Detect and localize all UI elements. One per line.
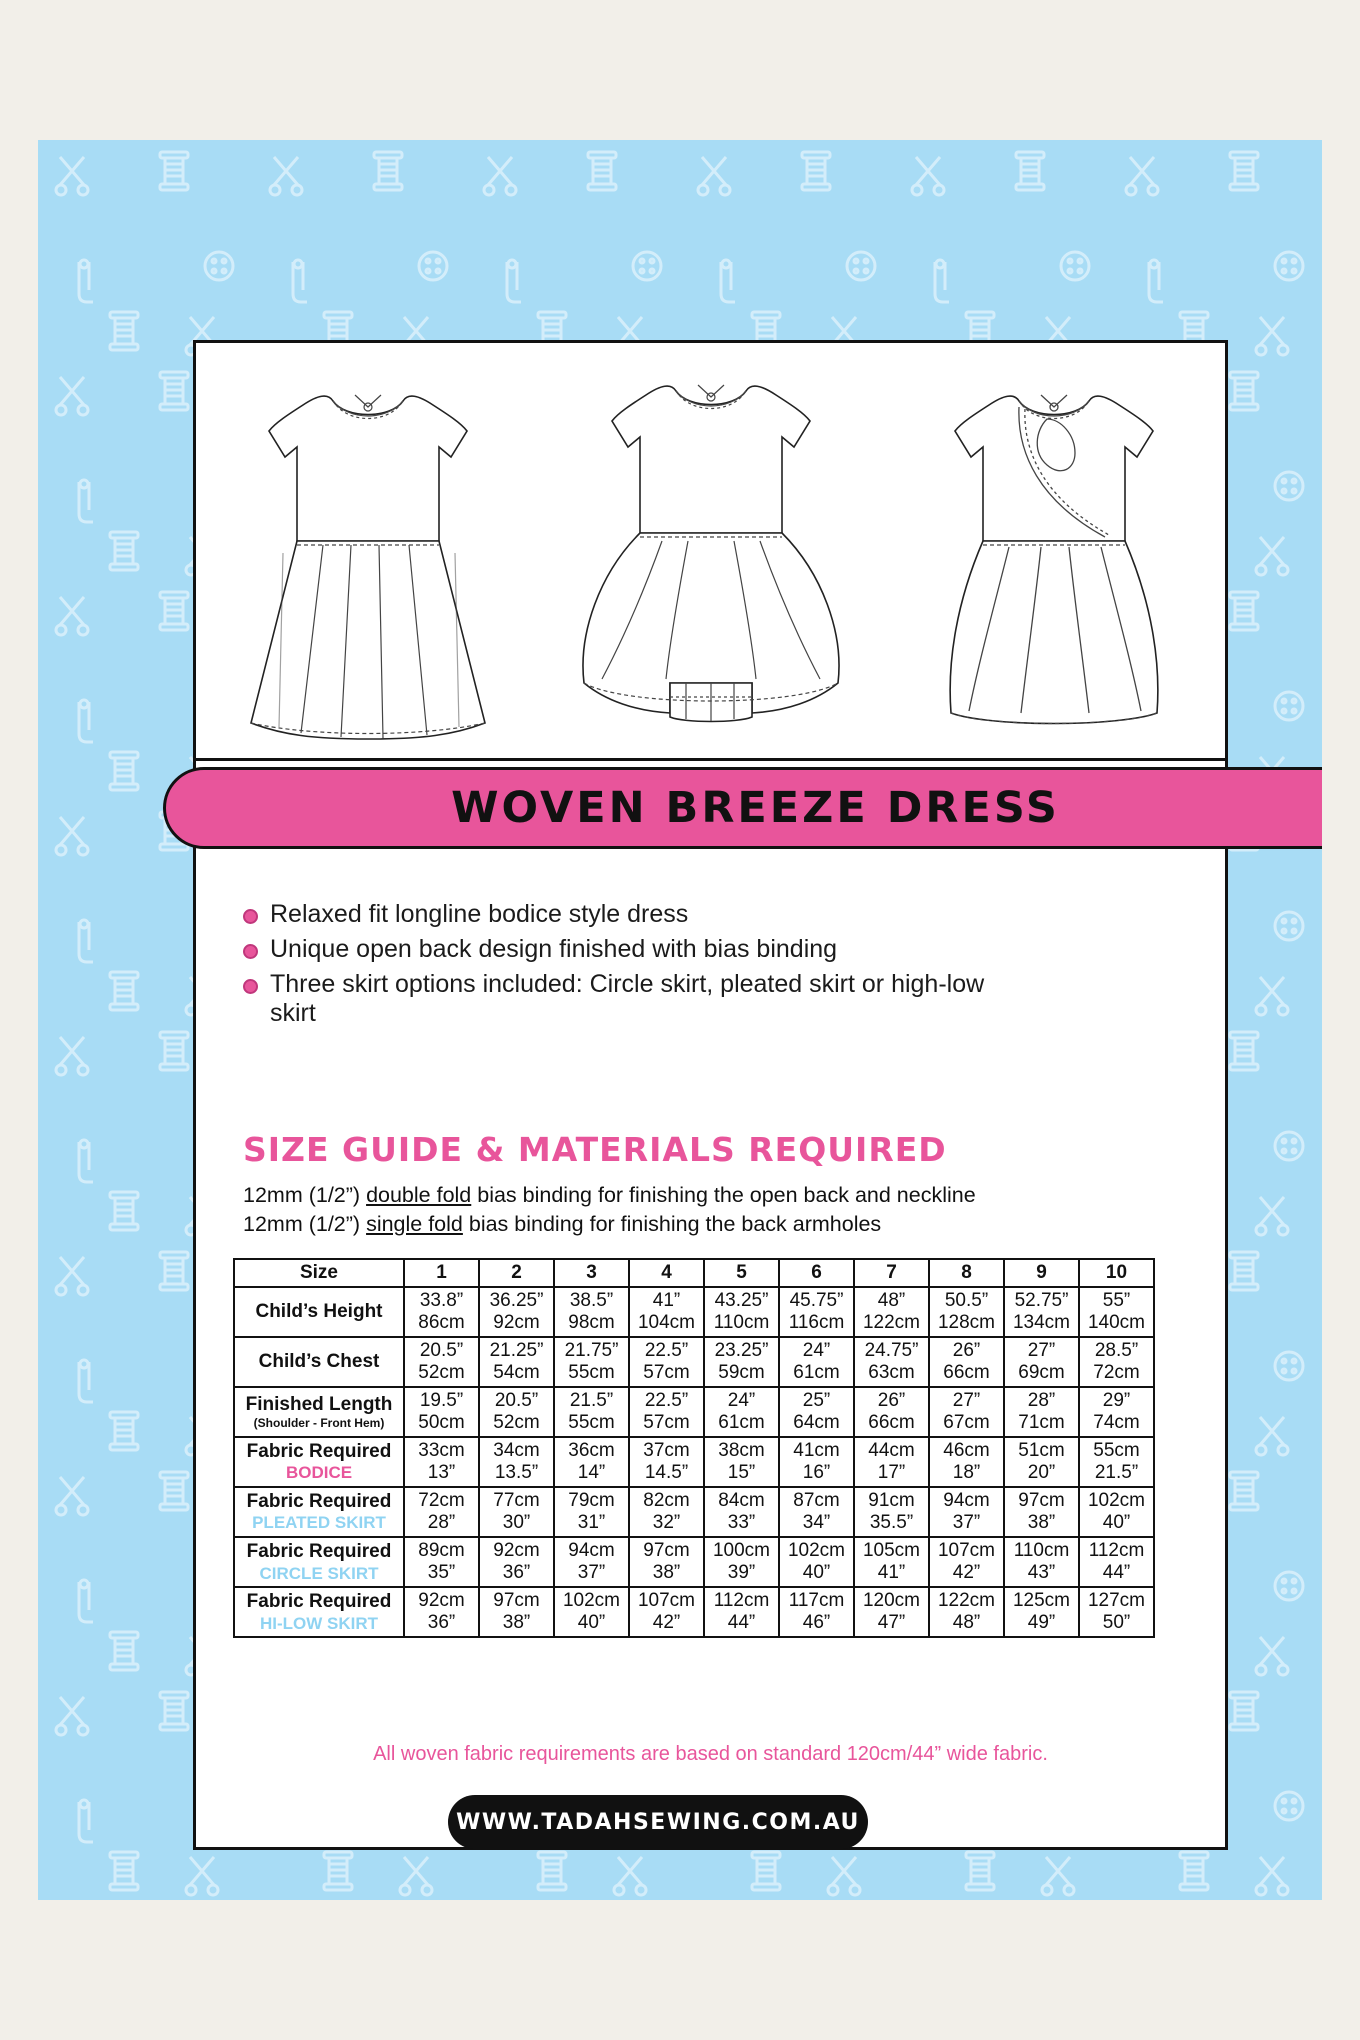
cell-value-primary: 87cm (793, 1490, 840, 1512)
table-cell (704, 1537, 779, 1587)
table-cell (779, 1537, 854, 1587)
cell-value-secondary: 49” (1027, 1612, 1056, 1634)
table-cell (854, 1337, 929, 1387)
row-label-tag: PLEATED SKIRT (252, 1513, 386, 1533)
table-cell (554, 1437, 629, 1487)
cell-value-primary: 97cm (643, 1540, 690, 1562)
cell-value-primary: 97cm (493, 1590, 540, 1612)
cell-value-secondary: 128cm (937, 1312, 996, 1334)
cell-value-primary: 25” (802, 1390, 831, 1412)
cell-value-secondary: 17” (877, 1462, 906, 1484)
bullet-dot-icon (243, 909, 258, 924)
cell-value-secondary: 92cm (493, 1312, 540, 1334)
cell-value-primary: 38.5” (569, 1290, 614, 1311)
table-cell (554, 1387, 629, 1437)
cell-value-secondary: 61cm (718, 1412, 765, 1434)
cell-value-primary: 26” (877, 1390, 906, 1412)
table-row (234, 1287, 1154, 1337)
table-cell (1004, 1537, 1079, 1587)
cell-value-primary: 27” (952, 1390, 981, 1412)
cell-value-secondary: 57cm (643, 1362, 690, 1384)
cell-value-secondary: 16” (802, 1462, 831, 1484)
table-row-label (234, 1287, 404, 1337)
cell-value-primary: 24” (727, 1390, 756, 1412)
table-cell (479, 1537, 554, 1587)
cell-value-primary: 41” (652, 1290, 681, 1311)
cell-value-primary: 21.25” (489, 1340, 544, 1362)
list-item (243, 900, 1023, 929)
cell-value-secondary: 63cm (868, 1362, 915, 1384)
cell-value-secondary: 20” (1027, 1462, 1056, 1484)
table-cell (404, 1387, 479, 1437)
binding-line-2-underline: single fold (366, 1211, 463, 1236)
cell-value-secondary: 35.5” (869, 1512, 914, 1534)
cell-value-primary: 44cm (868, 1440, 915, 1462)
cell-value-primary: 82cm (643, 1490, 690, 1512)
website-url: WWW.TADAHSEWING.COM.AU (456, 1809, 860, 1835)
table-cell (929, 1387, 1004, 1437)
row-label-tag: CIRCLE SKIRT (259, 1563, 379, 1583)
cell-value-secondary: 116cm (788, 1312, 845, 1334)
page-title: WOVEN BREEZE DRESS (451, 783, 1060, 833)
cell-value-primary: 107cm (937, 1540, 996, 1562)
table-cell (1079, 1437, 1154, 1487)
table-row-label (234, 1387, 404, 1437)
cell-value-primary: 50.5” (944, 1290, 989, 1311)
table-cell (779, 1587, 854, 1637)
row-label-sub: (Shoulder - Front Hem) (253, 1416, 385, 1431)
cell-value-secondary: 30” (502, 1512, 531, 1534)
table-cell (479, 1487, 554, 1537)
table-cell (629, 1587, 704, 1637)
cell-value-primary: 46cm (943, 1440, 990, 1462)
cell-value-primary: 26” (952, 1340, 981, 1362)
size-guide-table (233, 1258, 1155, 1638)
binding-line-2 (243, 1210, 976, 1239)
table-cell (704, 1387, 779, 1437)
table-cell (854, 1537, 929, 1587)
row-label-text: Child’s Height (255, 1300, 383, 1322)
feature-bullets (243, 900, 1023, 1034)
cell-value-primary: 107cm (637, 1590, 696, 1612)
cell-value-primary: 52.75” (1014, 1290, 1069, 1311)
table-header-size-3: 3 (554, 1259, 629, 1287)
table-cell (1079, 1287, 1154, 1337)
cell-value-secondary: 59cm (718, 1362, 765, 1384)
cell-value-secondary: 47” (877, 1612, 906, 1634)
cell-value-secondary: 52cm (418, 1362, 465, 1384)
binding-line-1-prefix: 12mm (1/2”) (243, 1183, 367, 1207)
cell-value-secondary: 37” (952, 1512, 981, 1534)
binding-line-1-underline: double fold (366, 1183, 472, 1207)
cell-value-secondary: 42” (952, 1562, 981, 1584)
table-cell (779, 1287, 854, 1337)
cell-value-primary: 29” (1102, 1390, 1131, 1412)
row-label-tag: BODICE (285, 1463, 353, 1483)
cell-value-primary: 55cm (1093, 1440, 1140, 1462)
table-row-label (234, 1337, 404, 1387)
table-cell (629, 1437, 704, 1487)
table-cell (404, 1337, 479, 1387)
cell-value-secondary: 43” (1027, 1562, 1056, 1584)
cell-value-primary: 38cm (718, 1440, 765, 1462)
table-cell (554, 1487, 629, 1537)
table-header-row (234, 1259, 1154, 1287)
table-row-label (234, 1437, 404, 1487)
table-cell (554, 1337, 629, 1387)
row-label-text: Fabric Required (246, 1440, 392, 1462)
binding-line-1-suffix: bias binding for finishing the open back and neckline (471, 1183, 976, 1207)
table-cell (479, 1337, 554, 1387)
cell-value-secondary: 44” (1102, 1562, 1131, 1584)
table-header-size-2: 2 (479, 1259, 554, 1287)
cell-value-primary: 122cm (937, 1590, 996, 1612)
dress-illustrations (196, 343, 1225, 761)
table-cell (479, 1287, 554, 1337)
cell-value-primary: 23.25” (714, 1340, 769, 1362)
table-cell (854, 1487, 929, 1537)
cell-value-secondary: 134cm (1012, 1312, 1071, 1334)
binding-instructions (243, 1181, 976, 1238)
cell-value-secondary: 44” (727, 1612, 756, 1634)
table-cell (929, 1337, 1004, 1387)
table-cell (929, 1487, 1004, 1537)
cell-value-primary: 51cm (1018, 1440, 1065, 1462)
cell-value-secondary: 50cm (418, 1412, 465, 1434)
table-cell (779, 1337, 854, 1387)
cell-value-secondary: 35” (427, 1562, 456, 1584)
table-cell (1079, 1337, 1154, 1387)
cell-value-primary: 19.5” (419, 1390, 464, 1412)
table-cell (704, 1287, 779, 1337)
cell-value-secondary: 86cm (418, 1312, 465, 1334)
cell-value-primary: 55” (1102, 1290, 1131, 1311)
cell-value-primary: 36.25” (489, 1290, 544, 1311)
table-cell (1004, 1387, 1079, 1437)
table-row-label (234, 1487, 404, 1537)
table-header-size-1: 1 (404, 1259, 479, 1287)
row-label-text: Fabric Required (246, 1541, 392, 1563)
cell-value-primary: 36cm (568, 1440, 615, 1462)
cell-value-secondary: 28” (427, 1512, 456, 1534)
table-cell (1079, 1487, 1154, 1537)
table-cell (854, 1287, 929, 1337)
cell-value-secondary: 38” (652, 1562, 681, 1584)
table-header-size: Size (234, 1259, 404, 1287)
cell-value-primary: 112cm (1088, 1540, 1145, 1562)
table-row (234, 1337, 1154, 1387)
cell-value-primary: 22.5” (644, 1390, 689, 1412)
cell-value-secondary: 13.5” (494, 1462, 539, 1484)
cell-value-secondary: 140cm (1087, 1312, 1146, 1334)
table-cell (629, 1337, 704, 1387)
cell-value-primary: 28.5” (1094, 1340, 1139, 1362)
table-cell (1004, 1287, 1079, 1337)
cell-value-secondary: 40” (577, 1612, 606, 1634)
cell-value-secondary: 36” (427, 1612, 456, 1634)
table-cell (404, 1537, 479, 1587)
table-cell (479, 1437, 554, 1487)
table-row-label (234, 1587, 404, 1637)
cell-value-primary: 100cm (712, 1540, 771, 1562)
cell-value-primary: 120cm (862, 1590, 921, 1612)
list-item (243, 970, 1023, 1028)
table-cell (854, 1387, 929, 1437)
table-cell (1079, 1387, 1154, 1437)
cell-value-primary: 22.5” (644, 1340, 689, 1362)
cell-value-secondary: 110cm (713, 1312, 770, 1334)
cell-value-secondary: 69cm (1018, 1362, 1065, 1384)
cell-value-primary: 24.75” (864, 1340, 919, 1362)
fabric-footnote: All woven fabric requirements are based on standard 120cm/44” wide fabric. (373, 1743, 1048, 1765)
table-cell (779, 1487, 854, 1537)
cell-value-secondary: 74cm (1093, 1412, 1140, 1434)
cell-value-primary: 37cm (643, 1440, 690, 1462)
cell-value-primary: 43.25” (714, 1290, 769, 1311)
table-cell (1004, 1337, 1079, 1387)
table-cell (929, 1287, 1004, 1337)
row-label-tag: HI-LOW SKIRT (259, 1613, 379, 1633)
bullet-dot-icon (243, 979, 258, 994)
cell-value-secondary: 15” (727, 1462, 756, 1484)
table-cell (779, 1387, 854, 1437)
table-cell (479, 1387, 554, 1437)
cell-value-secondary: 38” (502, 1612, 531, 1634)
cell-value-primary: 20.5” (494, 1390, 539, 1412)
table-cell (1004, 1487, 1079, 1537)
cell-value-secondary: 46” (802, 1612, 831, 1634)
row-label-text: Fabric Required (246, 1591, 392, 1613)
cell-value-secondary: 98cm (568, 1312, 615, 1334)
cell-value-secondary: 18” (952, 1462, 981, 1484)
table-cell (704, 1587, 779, 1637)
cell-value-secondary: 71cm (1018, 1412, 1065, 1434)
cell-value-secondary: 14.5” (644, 1462, 689, 1484)
row-label-text: Child’s Chest (258, 1350, 380, 1372)
title-banner (163, 767, 1322, 849)
cell-value-secondary: 42” (652, 1612, 681, 1634)
table-row (234, 1587, 1154, 1637)
table-row-label (234, 1537, 404, 1587)
table-cell (629, 1537, 704, 1587)
table-cell (404, 1287, 479, 1337)
cell-value-secondary: 14” (577, 1462, 606, 1484)
table-cell (629, 1387, 704, 1437)
pattern-page-background (38, 140, 1322, 1900)
cell-value-secondary: 31” (577, 1512, 606, 1534)
table-body (234, 1287, 1154, 1637)
table-cell (704, 1337, 779, 1387)
cell-value-primary: 21.5” (569, 1390, 614, 1412)
cell-value-secondary: 104cm (637, 1312, 696, 1334)
website-url-pill[interactable] (448, 1795, 868, 1849)
table-cell (929, 1437, 1004, 1487)
cell-value-secondary: 55cm (568, 1412, 615, 1434)
cell-value-primary: 105cm (862, 1540, 921, 1562)
cell-value-primary: 45.75” (789, 1290, 844, 1311)
cell-value-secondary: 66cm (943, 1362, 990, 1384)
table-cell (929, 1537, 1004, 1587)
table-cell (554, 1587, 629, 1637)
size-guide-heading: SIZE GUIDE & MATERIALS REQUIRED (243, 1130, 947, 1169)
table-cell (704, 1487, 779, 1537)
cell-value-primary: 41cm (793, 1440, 840, 1462)
bullet-text: Unique open back design finished with bias binding (270, 935, 838, 963)
cell-value-primary: 20.5” (419, 1340, 464, 1362)
cell-value-secondary: 39” (727, 1562, 756, 1584)
cell-value-secondary: 52cm (493, 1412, 540, 1434)
cell-value-primary: 48” (877, 1290, 906, 1311)
table-header-size-7: 7 (854, 1259, 929, 1287)
cell-value-secondary: 122cm (862, 1312, 921, 1334)
cell-value-secondary: 36” (502, 1562, 531, 1584)
cell-value-primary: 92cm (418, 1590, 465, 1612)
cell-value-primary: 27” (1027, 1340, 1056, 1362)
cell-value-secondary: 33” (727, 1512, 756, 1534)
table-cell (779, 1437, 854, 1487)
table-row (234, 1387, 1154, 1437)
cell-value-secondary: 13” (427, 1462, 456, 1484)
cell-value-secondary: 21.5” (1094, 1462, 1139, 1484)
table-header-size-8: 8 (929, 1259, 1004, 1287)
table-header-size-6: 6 (779, 1259, 854, 1287)
table-row (234, 1487, 1154, 1537)
high-low-skirt-dress-front-icon (566, 361, 856, 741)
table-header-size-9: 9 (1004, 1259, 1079, 1287)
cell-value-primary: 117cm (788, 1590, 845, 1612)
table-cell (404, 1487, 479, 1537)
cell-value-primary: 94cm (943, 1490, 990, 1512)
cell-value-secondary: 37” (577, 1562, 606, 1584)
table-cell (704, 1437, 779, 1487)
table-header-size-10: 10 (1079, 1259, 1154, 1287)
cell-value-secondary: 61cm (793, 1362, 840, 1384)
pleated-skirt-dress-front-icon (223, 361, 513, 741)
table-cell (554, 1287, 629, 1337)
cell-value-primary: 33.8” (419, 1290, 464, 1311)
cell-value-primary: 94cm (568, 1540, 615, 1562)
table-cell (479, 1587, 554, 1637)
cell-value-primary: 112cm (713, 1590, 770, 1612)
table-row (234, 1437, 1154, 1487)
table-header-size-4: 4 (629, 1259, 704, 1287)
cell-value-primary: 102cm (562, 1590, 621, 1612)
table-cell (629, 1287, 704, 1337)
cell-value-secondary: 67cm (943, 1412, 990, 1434)
table-cell (404, 1437, 479, 1487)
cell-value-primary: 125cm (1012, 1590, 1071, 1612)
table-cell (1004, 1587, 1079, 1637)
cell-value-secondary: 64cm (793, 1412, 840, 1434)
row-label-text: Fabric Required (246, 1491, 392, 1513)
table-cell (629, 1487, 704, 1537)
cell-value-primary: 110cm (1013, 1540, 1070, 1562)
bullet-dot-icon (243, 944, 258, 959)
bullet-text: Relaxed fit longline bodice style dress (270, 900, 689, 928)
cell-value-secondary: 72cm (1093, 1362, 1140, 1384)
cell-value-primary: 102cm (787, 1540, 846, 1562)
binding-line-1 (243, 1181, 976, 1210)
table-cell (854, 1587, 929, 1637)
cell-value-primary: 21.75” (564, 1340, 619, 1362)
table-cell (854, 1437, 929, 1487)
cell-value-primary: 79cm (568, 1490, 615, 1512)
table-cell (1079, 1537, 1154, 1587)
row-label-text: Finished Length (245, 1393, 393, 1415)
cell-value-primary: 91cm (868, 1490, 915, 1512)
cell-value-secondary: 50” (1102, 1612, 1131, 1634)
cell-value-secondary: 41” (877, 1562, 906, 1584)
circle-skirt-dress-back-keyhole-icon (909, 361, 1199, 741)
table-cell (1079, 1587, 1154, 1637)
table-header-size-5: 5 (704, 1259, 779, 1287)
cell-value-primary: 84cm (718, 1490, 765, 1512)
table-row (234, 1537, 1154, 1587)
cell-value-secondary: 54cm (493, 1362, 540, 1384)
cell-value-primary: 77cm (493, 1490, 540, 1512)
cell-value-secondary: 34” (802, 1512, 831, 1534)
cell-value-secondary: 32” (652, 1512, 681, 1534)
cell-value-primary: 34cm (493, 1440, 540, 1462)
table-cell (1004, 1437, 1079, 1487)
cell-value-secondary: 57cm (643, 1412, 690, 1434)
cell-value-primary: 28” (1027, 1390, 1056, 1412)
cell-value-secondary: 48” (952, 1612, 981, 1634)
cell-value-primary: 72cm (418, 1490, 465, 1512)
cell-value-secondary: 40” (802, 1562, 831, 1584)
cell-value-secondary: 38” (1027, 1512, 1056, 1534)
cell-value-primary: 102cm (1087, 1490, 1146, 1512)
cell-value-secondary: 40” (1102, 1512, 1131, 1534)
cell-value-primary: 33cm (418, 1440, 465, 1462)
table-cell (404, 1587, 479, 1637)
binding-line-2-prefix: 12mm (1/2”) (243, 1211, 367, 1236)
cell-value-primary: 127cm (1087, 1590, 1146, 1612)
list-item (243, 935, 1023, 964)
binding-line-2-suffix: bias binding for finishing the back armholes (462, 1211, 882, 1236)
cell-value-secondary: 66cm (868, 1412, 915, 1434)
cell-value-primary: 89cm (418, 1540, 465, 1562)
table-cell (929, 1587, 1004, 1637)
cell-value-secondary: 55cm (568, 1362, 615, 1384)
table-cell (554, 1537, 629, 1587)
cell-value-primary: 97cm (1018, 1490, 1065, 1512)
bullet-text: Three skirt options included: Circle skirt, pleated skirt or high-low skirt (270, 970, 985, 1027)
cell-value-primary: 24” (802, 1340, 831, 1362)
cell-value-primary: 92cm (493, 1540, 540, 1562)
